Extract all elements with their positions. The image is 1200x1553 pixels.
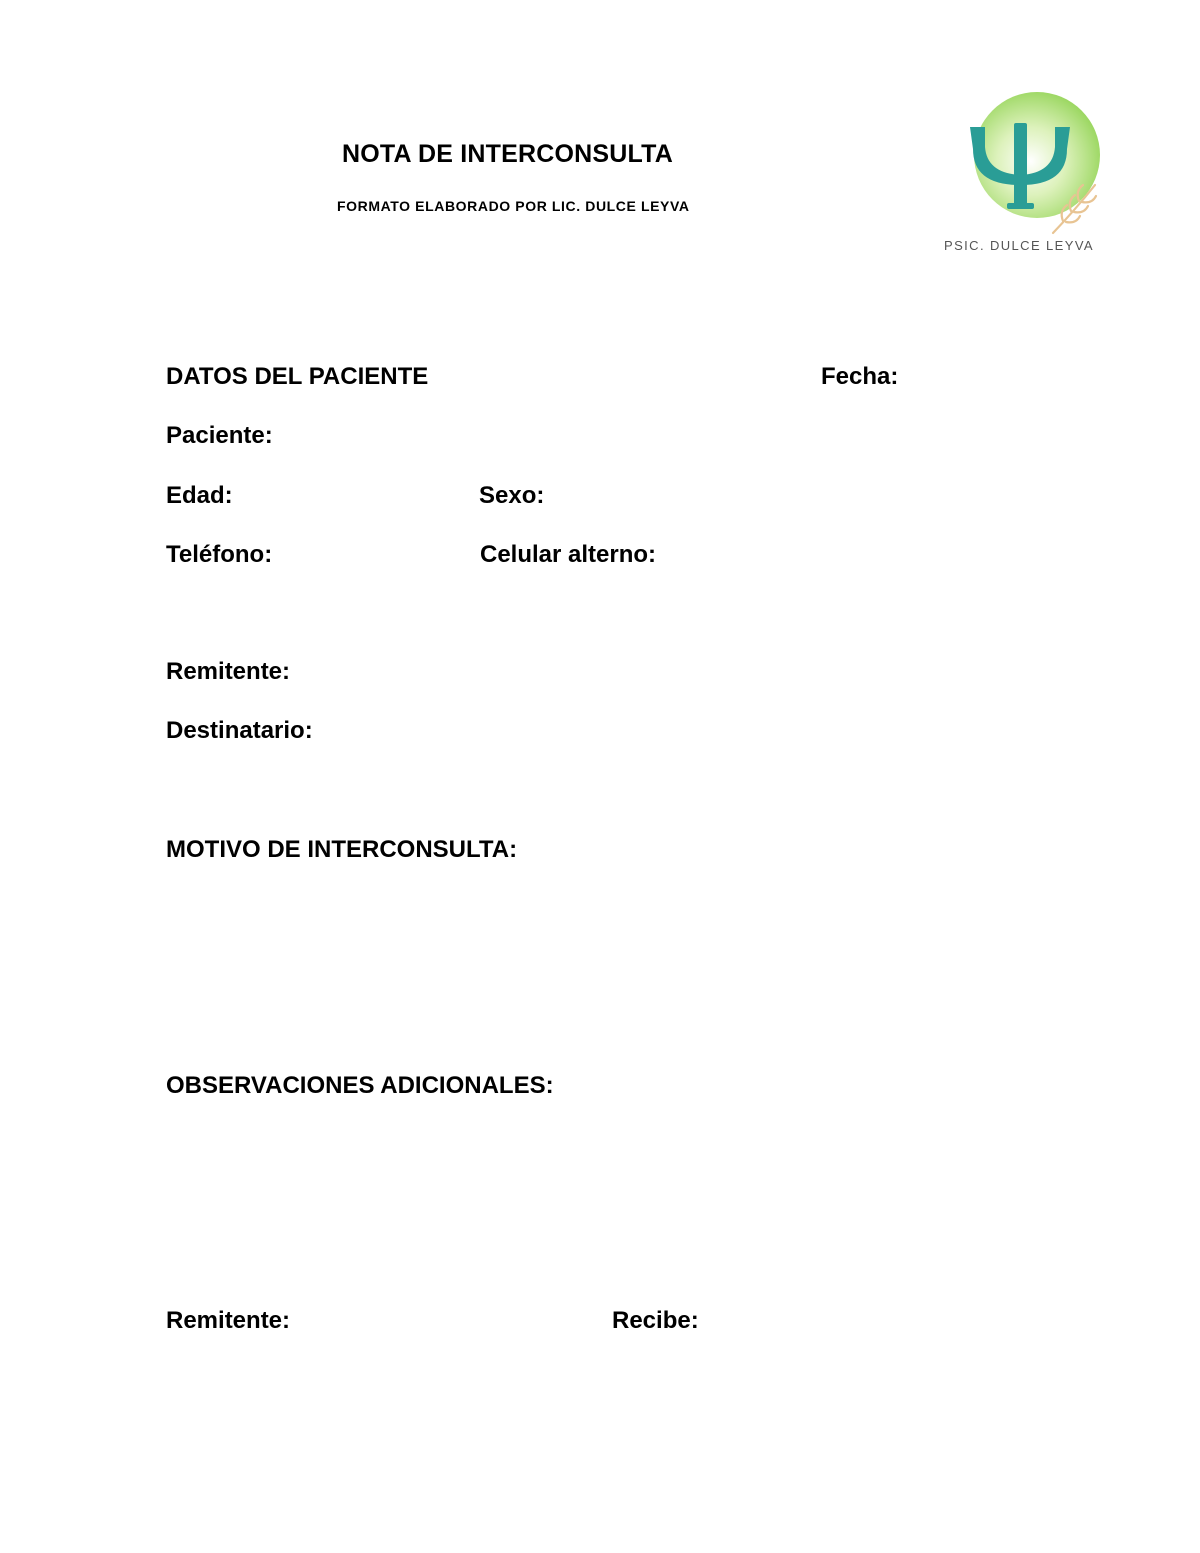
document-subtitle: FORMATO ELABORADO POR LIC. DULCE LEYVA [337,198,690,214]
alt-phone-label: Celular alterno: [480,541,657,568]
phone-label: Teléfono: [166,541,273,568]
logo-caption: PSIC. DULCE LEYVA [944,238,1094,253]
sex-label: Sexo: [479,482,545,509]
reason-heading: MOTIVO DE INTERCONSULTA: [166,836,518,863]
signature-sender-label: Remitente: [166,1307,291,1334]
psi-logo-icon [935,85,1110,260]
patient-name-label: Paciente: [166,422,273,449]
document-title: NOTA DE INTERCONSULTA [342,140,674,168]
patient-section-heading: DATOS DEL PACIENTE [166,363,429,390]
sender-label: Remitente: [166,658,291,685]
signature-receiver-label: Recibe: [612,1307,699,1334]
observations-heading: OBSERVACIONES ADICIONALES: [166,1072,554,1099]
date-label: Fecha: [821,363,899,390]
recipient-label: Destinatario: [166,717,313,744]
age-label: Edad: [166,482,233,509]
